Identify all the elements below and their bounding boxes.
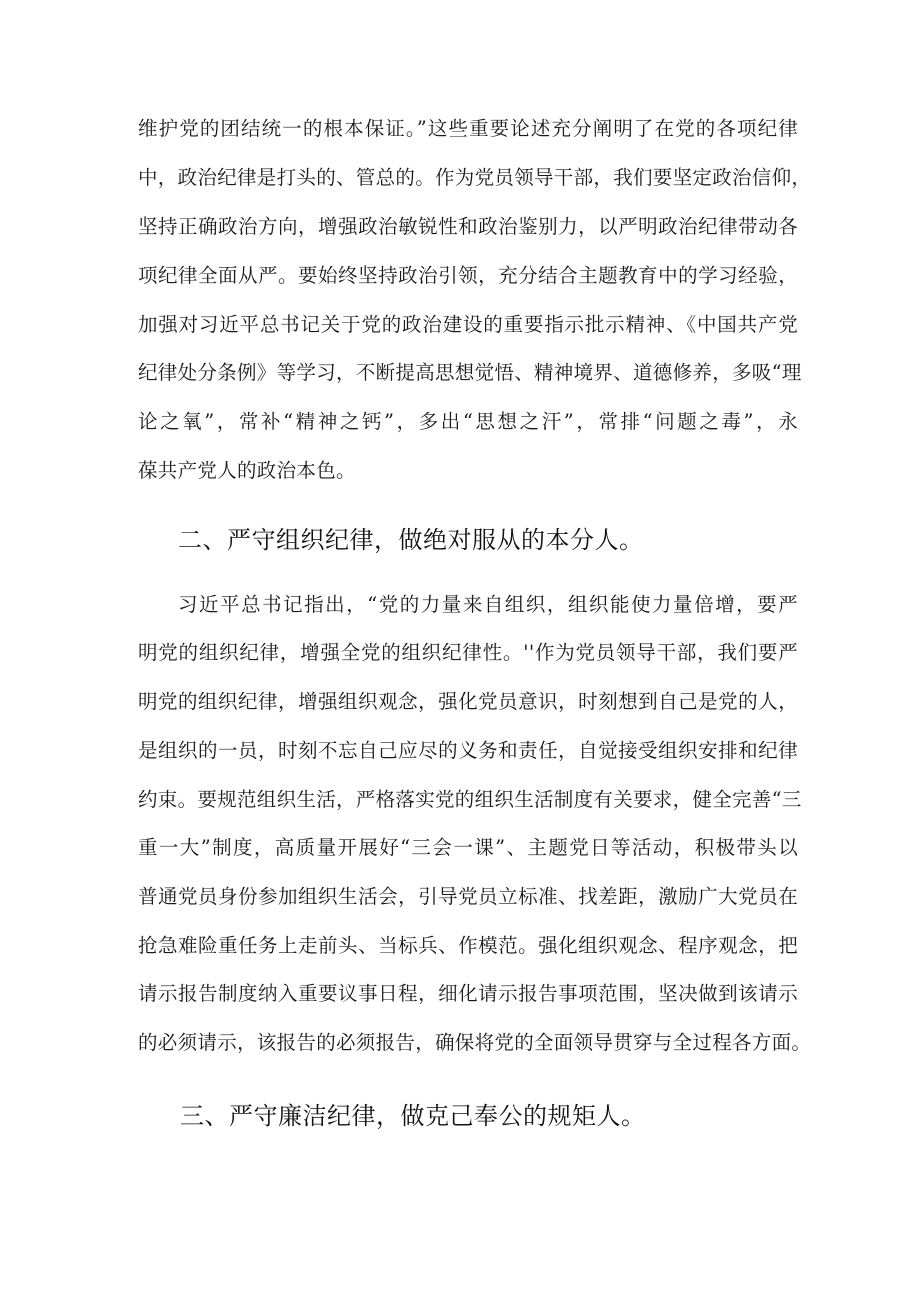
paragraph-line: 明党的组织纪律，增强全党的组织纪律性。''作为党员领导干部，我们要严	[138, 641, 798, 664]
paragraph-line: 项纪律全面从严。要始终坚持政治引领，充分结合主题教育中的学习经验，	[138, 264, 798, 287]
paragraph-line: 葆共产党人的政治本色。	[138, 459, 356, 482]
paragraph-line: 的必须请示，该报告的必须报告，确保将党的全面领导贯穿与全过程各方面。	[138, 1031, 812, 1054]
paragraph-line: 请示报告制度纳入重要议事日程，细化请示报告事项范围，坚决做到该请示	[138, 982, 798, 1005]
paragraph-line: 加强对习近平总书记关于党的政治建设的重要指示批示精神、《中国共产党	[138, 313, 798, 336]
paragraph-line: 论之氧”，常补“精神之钙”，多出“思想之汗”，常排“问题之毒”，永	[138, 410, 798, 433]
section-heading-integrity-discipline: 三、严守廉洁纪律，做克己奉公的规矩人。	[180, 1102, 646, 1130]
paragraph-line: 约束。要规范组织生活，严格落实党的组织生活制度有关要求，健全完善“三	[138, 788, 802, 811]
paragraph-line: 习近平总书记指出，“党的力量来自组织，组织能使力量倍增，要严	[178, 593, 798, 616]
paragraph-line: 纪律处分条例》等学习，不断提高思想觉悟、精神境界、道德修养，多吸“理	[138, 361, 802, 384]
paragraph-line: 是组织的一员，时刻不忘自己应尽的义务和责任，自觉接受组织安排和纪律	[138, 739, 798, 762]
paragraph-line: 普通党员身份参加组织生活会，引导党员立标准、找差距，激励广大党员在	[138, 885, 798, 908]
paragraph-line: 坚持正确政治方向，增强政治敏锐性和政治鉴别力，以严明政治纪律带动各	[138, 215, 798, 238]
paragraph-line: 明党的组织纪律，增强组织观念，强化党员意识，时刻想到自己是党的人，	[138, 690, 798, 713]
paragraph-line: 重一大”制度，高质量开展好“三会一课”、主题党日等活动，积极带头以	[138, 836, 798, 859]
section-heading-organizational-discipline: 二、严守组织纪律，做绝对服从的本分人。	[178, 526, 644, 554]
paragraph-line: 维护党的团结统一的根本保证。”这些重要论述充分阐明了在党的各项纪律	[138, 117, 798, 140]
paragraph-line: 抢急难险重任务上走前头、当标兵、作模范。强化组织观念、程序观念，把	[138, 934, 798, 957]
paragraph-line: 中，政治纪律是打头的、管总的。作为党员领导干部，我们要坚定政治信仰，	[138, 166, 812, 189]
